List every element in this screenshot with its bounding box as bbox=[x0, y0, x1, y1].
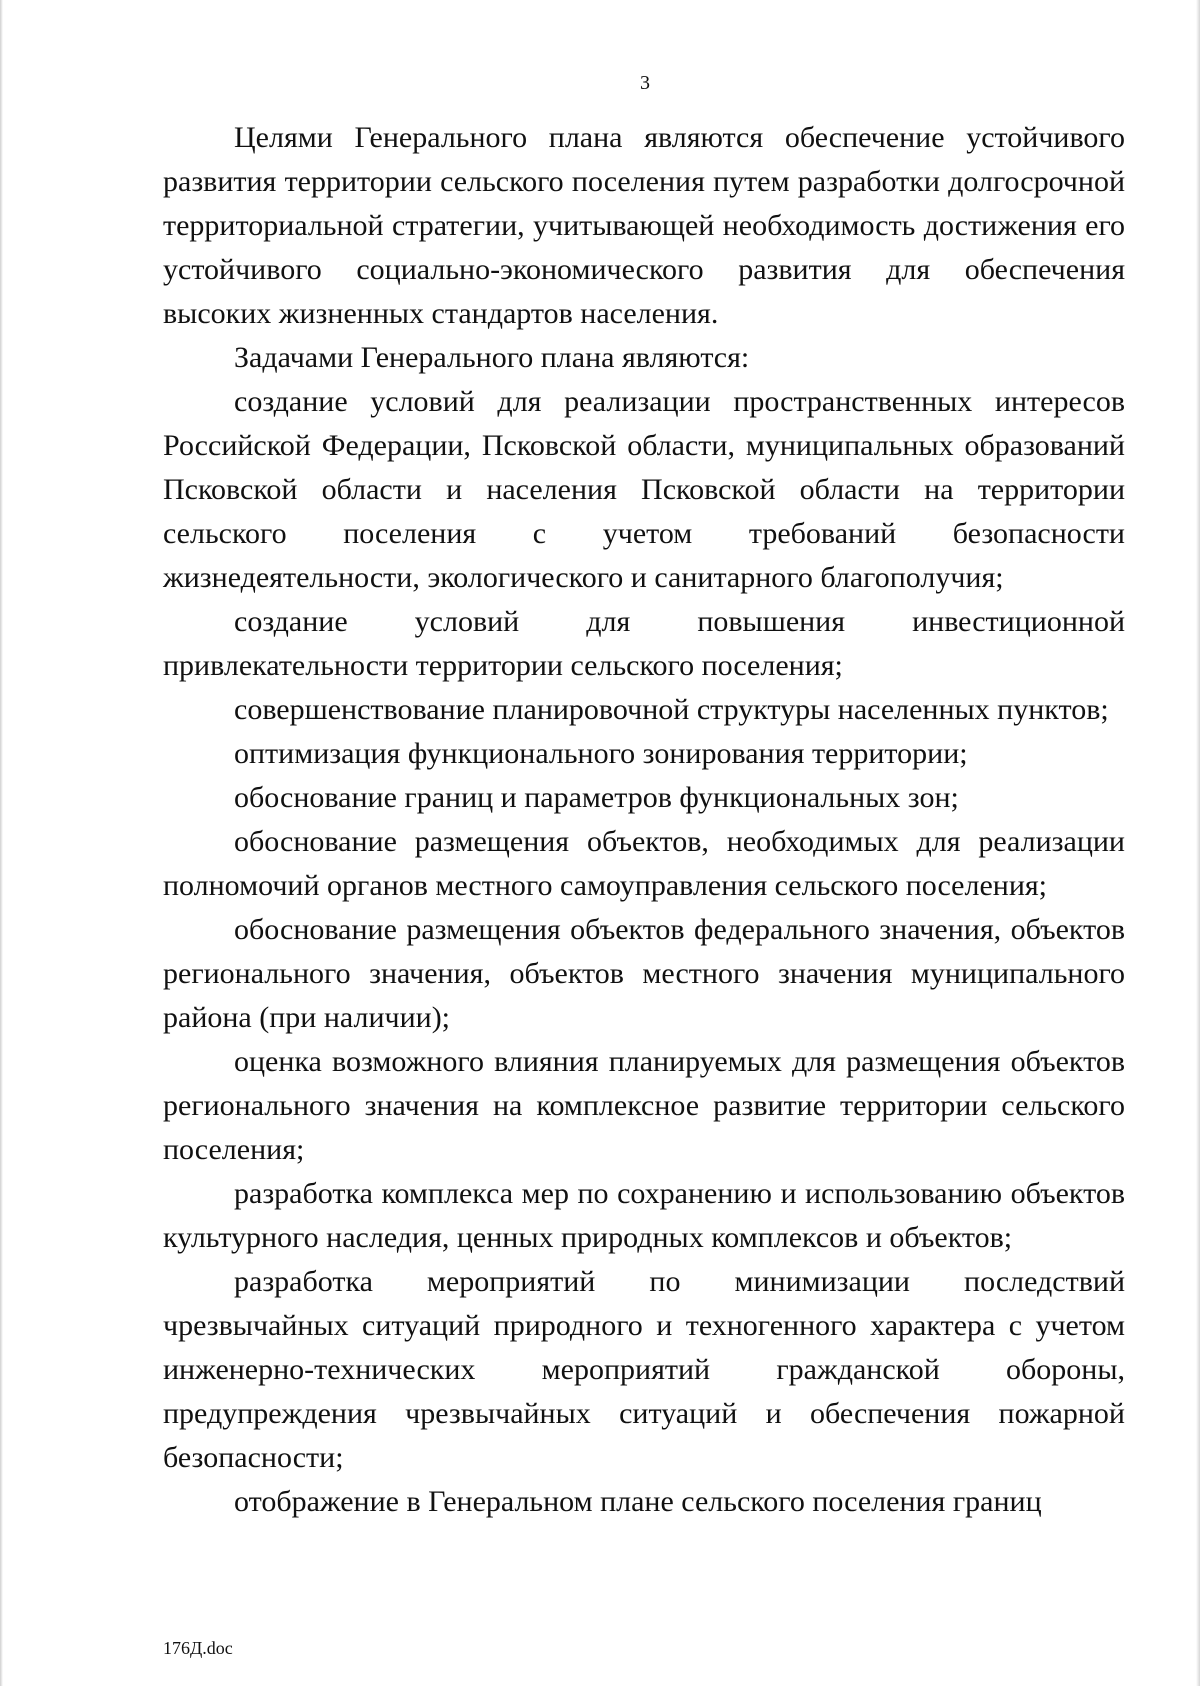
scan-edge-right bbox=[1196, 0, 1200, 1686]
list-item: обоснование размещения объектов, необходимых для реализации полномочий органов местного самоуправления сельского поселения; bbox=[163, 825, 1125, 902]
list-item: создание условий для повышения инвестиционной привлекательности территории сельского поселения; bbox=[163, 605, 1125, 682]
paragraph-tasks-heading: Задачами Генерального плана являются: bbox=[234, 341, 750, 374]
document-body bbox=[163, 116, 1125, 1524]
list-item: отображение в Генеральном плане сельского поселения границ bbox=[234, 1485, 1042, 1518]
list-item: совершенствование планировочной структуры населенных пунктов; bbox=[234, 693, 1109, 726]
list-item: обоснование размещения объектов федерального значения, объектов регионального значения, объектов местного значения муниципального района (при наличии); bbox=[163, 913, 1125, 1034]
page-number: 3 bbox=[640, 72, 650, 94]
list-item: оценка возможного влияния планируемых для размещения объектов регионального значения на комплексное развитие территории сельского поселения; bbox=[163, 1045, 1125, 1166]
list-item: разработка мероприятий по минимизации последствий чрезвычайных ситуаций природного и техногенного характера с учетом инженерно-технических мероприятий гражданской обороны, предупреждения чрезвычайных ситуаций и обеспечения пожарной безопасности; bbox=[163, 1265, 1125, 1474]
footer-filename: 176Д.doc bbox=[163, 1638, 233, 1658]
list-item: обоснование границ и параметров функциональных зон; bbox=[234, 781, 959, 814]
list-item: оптимизация функционального зонирования территории; bbox=[234, 737, 968, 770]
paragraph-goals: Целями Генерального плана являются обеспечение устойчивого развития территории сельского поселения путем разработки долгосрочной территориальной стратегии, учитывающей необходимость достижения его устойчивого социально-экономического развития для обеспечения высоких жизненных стандартов населения. bbox=[163, 121, 1125, 330]
list-item: разработка комплекса мер по сохранению и использованию объектов культурного наследия, ценных природных комплексов и объектов; bbox=[163, 1177, 1125, 1254]
scan-edge-left bbox=[0, 0, 3, 1686]
list-item: создание условий для реализации пространственных интересов Российской Федерации, Псковской области, муниципальных образований Псковской области и населения Псковской области на территории сельского поселения с учетом требований безопасности жизнедеятельности, экологического и санитарного благополучия; bbox=[163, 385, 1125, 594]
